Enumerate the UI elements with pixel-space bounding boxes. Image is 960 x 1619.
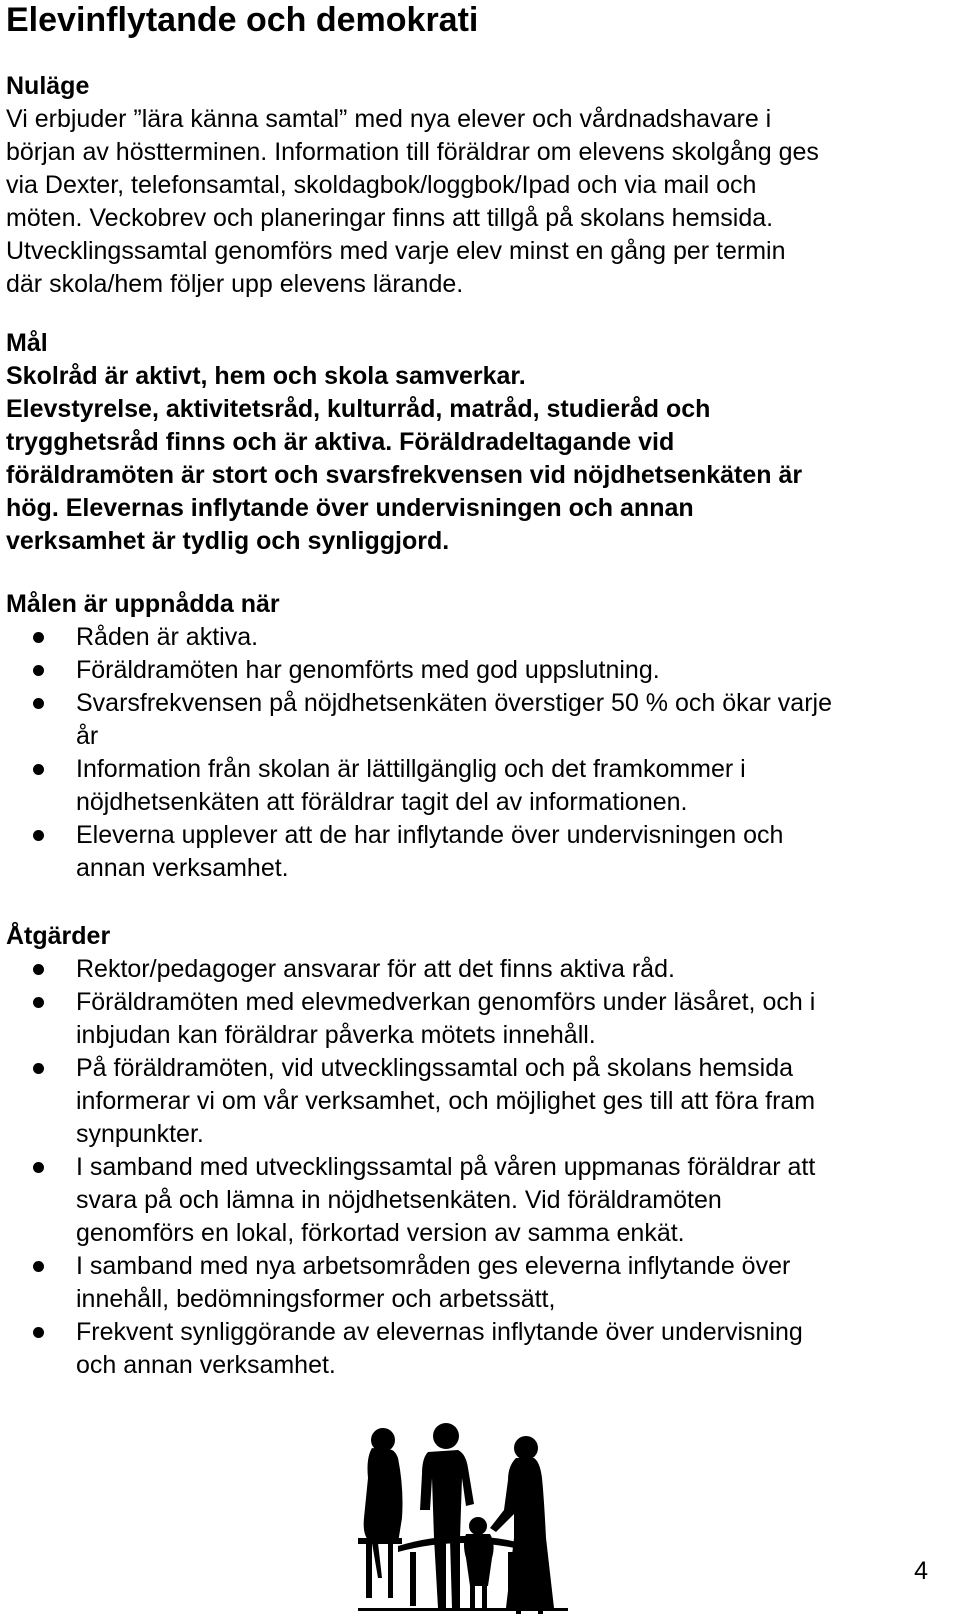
section-nulage [6, 70, 946, 301]
list-item-line: På föräldramöten, vid utvecklingssamtal och på skolans hemsida [76, 1054, 794, 1082]
list-item-line: genomförs en lokal, förkortad version av samma enkät. [76, 1219, 685, 1247]
list-item-line: innehåll, bedömningsformer och arbetssätt, [76, 1285, 556, 1313]
list-item [6, 986, 951, 1052]
paragraph-line: möten. Veckobrev och planeringar finns att tillgå på skolans hemsida. [6, 204, 774, 232]
paragraph-line: Utvecklingssamtal genomförs med varje elev minst en gång per termin [6, 237, 786, 265]
page-title: Elevinflytande och demokrati [6, 1, 479, 39]
page-number: 4 [914, 1557, 928, 1585]
list-item-line: synpunkter. [76, 1120, 204, 1148]
list-item [6, 1316, 951, 1382]
family-meeting-silhouette-icon [358, 1418, 568, 1614]
bullet-icon [33, 665, 44, 676]
paragraph-line: Skolråd är aktivt, hem och skola samverkar. [6, 362, 526, 390]
list-item [6, 687, 951, 753]
bullet-icon [33, 1063, 44, 1074]
list-item-line: annan verksamhet. [76, 854, 289, 882]
list-item-line: och annan verksamhet. [76, 1351, 336, 1379]
list-item-line: Rektor/pedagoger ansvarar för att det finns aktiva råd. [76, 955, 675, 983]
list-item [6, 1250, 951, 1316]
bullet-icon [33, 1261, 44, 1272]
section-heading-nulage: Nuläge [6, 72, 90, 100]
list-item-line: I samband med nya arbetsområden ges eleverna inflytande över [76, 1252, 791, 1280]
paragraph-line: Vi erbjuder ”lära känna samtal” med nya elever och vårdnadshavare i [6, 105, 772, 133]
list-item-line: svara på och lämna in nöjdhetsenkäten. Vid föräldramöten [76, 1186, 722, 1214]
paragraph-line: trygghetsråd finns och är aktiva. Föräldradeltagande vid [6, 428, 675, 456]
paragraph-line: Elevstyrelse, aktivitetsråd, kulturråd, matråd, studieråd och [6, 395, 711, 423]
list-item-line: Information från skolan är lättillgänglig och det framkommer i [76, 755, 746, 783]
section-heading-atgarder: Åtgärder [6, 922, 111, 950]
bullet-icon [33, 964, 44, 975]
list-item-line: år [76, 722, 99, 750]
paragraph-nulage [6, 103, 946, 301]
bullet-icon [33, 764, 44, 775]
list-item-line: Frekvent synliggörande av elevernas inflytande över undervisning [76, 1318, 803, 1346]
bullet-icon [33, 830, 44, 841]
paragraph-line: via Dexter, telefonsamtal, skoldagbok/loggbok/Ipad och via mail och [6, 171, 757, 199]
bullet-icon [33, 698, 44, 709]
list-item-line: Svarsfrekvensen på nöjdhetsenkäten överstiger 50 % och ökar varje [76, 689, 832, 717]
list-item [6, 654, 951, 687]
paragraph-line: verksamhet är tydlig och synliggjord. [6, 527, 450, 555]
list-item [6, 753, 951, 819]
paragraph-line: föräldramöten är stort och svarsfrekvensen vid nöjdhetsenkäten är [6, 461, 803, 489]
list-item-line: Föräldramöten med elevmedverkan genomförs under läsåret, och i [76, 988, 816, 1016]
bullet-icon [33, 632, 44, 643]
paragraph-line: hög. Elevernas inflytande över undervisningen och annan [6, 494, 694, 522]
list-item-line: Eleverna upplever att de har inflytande över undervisningen och [76, 821, 784, 849]
list-item [6, 1151, 951, 1250]
bullet-list-atgarder [6, 953, 951, 1382]
section-malen-uppnadda [6, 588, 951, 885]
list-item-line: Råden är aktiva. [76, 623, 259, 651]
paragraph-line: början av höstterminen. Information till föräldrar om elevens skolgång ges [6, 138, 819, 166]
document-page [6, 0, 956, 1379]
list-item [6, 1052, 951, 1151]
section-atgarder [6, 920, 951, 1382]
list-item-line: Föräldramöten har genomförts med god uppslutning. [76, 656, 660, 684]
section-heading-malen-uppnadda: Målen är uppnådda när [6, 590, 280, 618]
section-heading-mal: Mål [6, 329, 48, 357]
list-item-line: nöjdhetsenkäten att föräldrar tagit del av informationen. [76, 788, 688, 816]
list-item-line: inbjudan kan föräldrar påverka mötets innehåll. [76, 1021, 596, 1049]
list-item-line: informerar vi om vår verksamhet, och möjlighet ges till att föra fram [76, 1087, 816, 1115]
list-item [6, 819, 951, 885]
list-item [6, 953, 951, 986]
section-mal [6, 327, 946, 558]
list-item-line: I samband med utvecklingssamtal på våren uppmanas föräldrar att [76, 1153, 816, 1181]
bullet-list-uppnadda [6, 621, 951, 885]
paragraph-mal [6, 360, 946, 558]
bullet-icon [33, 997, 44, 1008]
paragraph-line: där skola/hem följer upp elevens lärande. [6, 270, 464, 298]
bullet-icon [33, 1327, 44, 1338]
list-item [6, 621, 951, 654]
bullet-icon [33, 1162, 44, 1173]
